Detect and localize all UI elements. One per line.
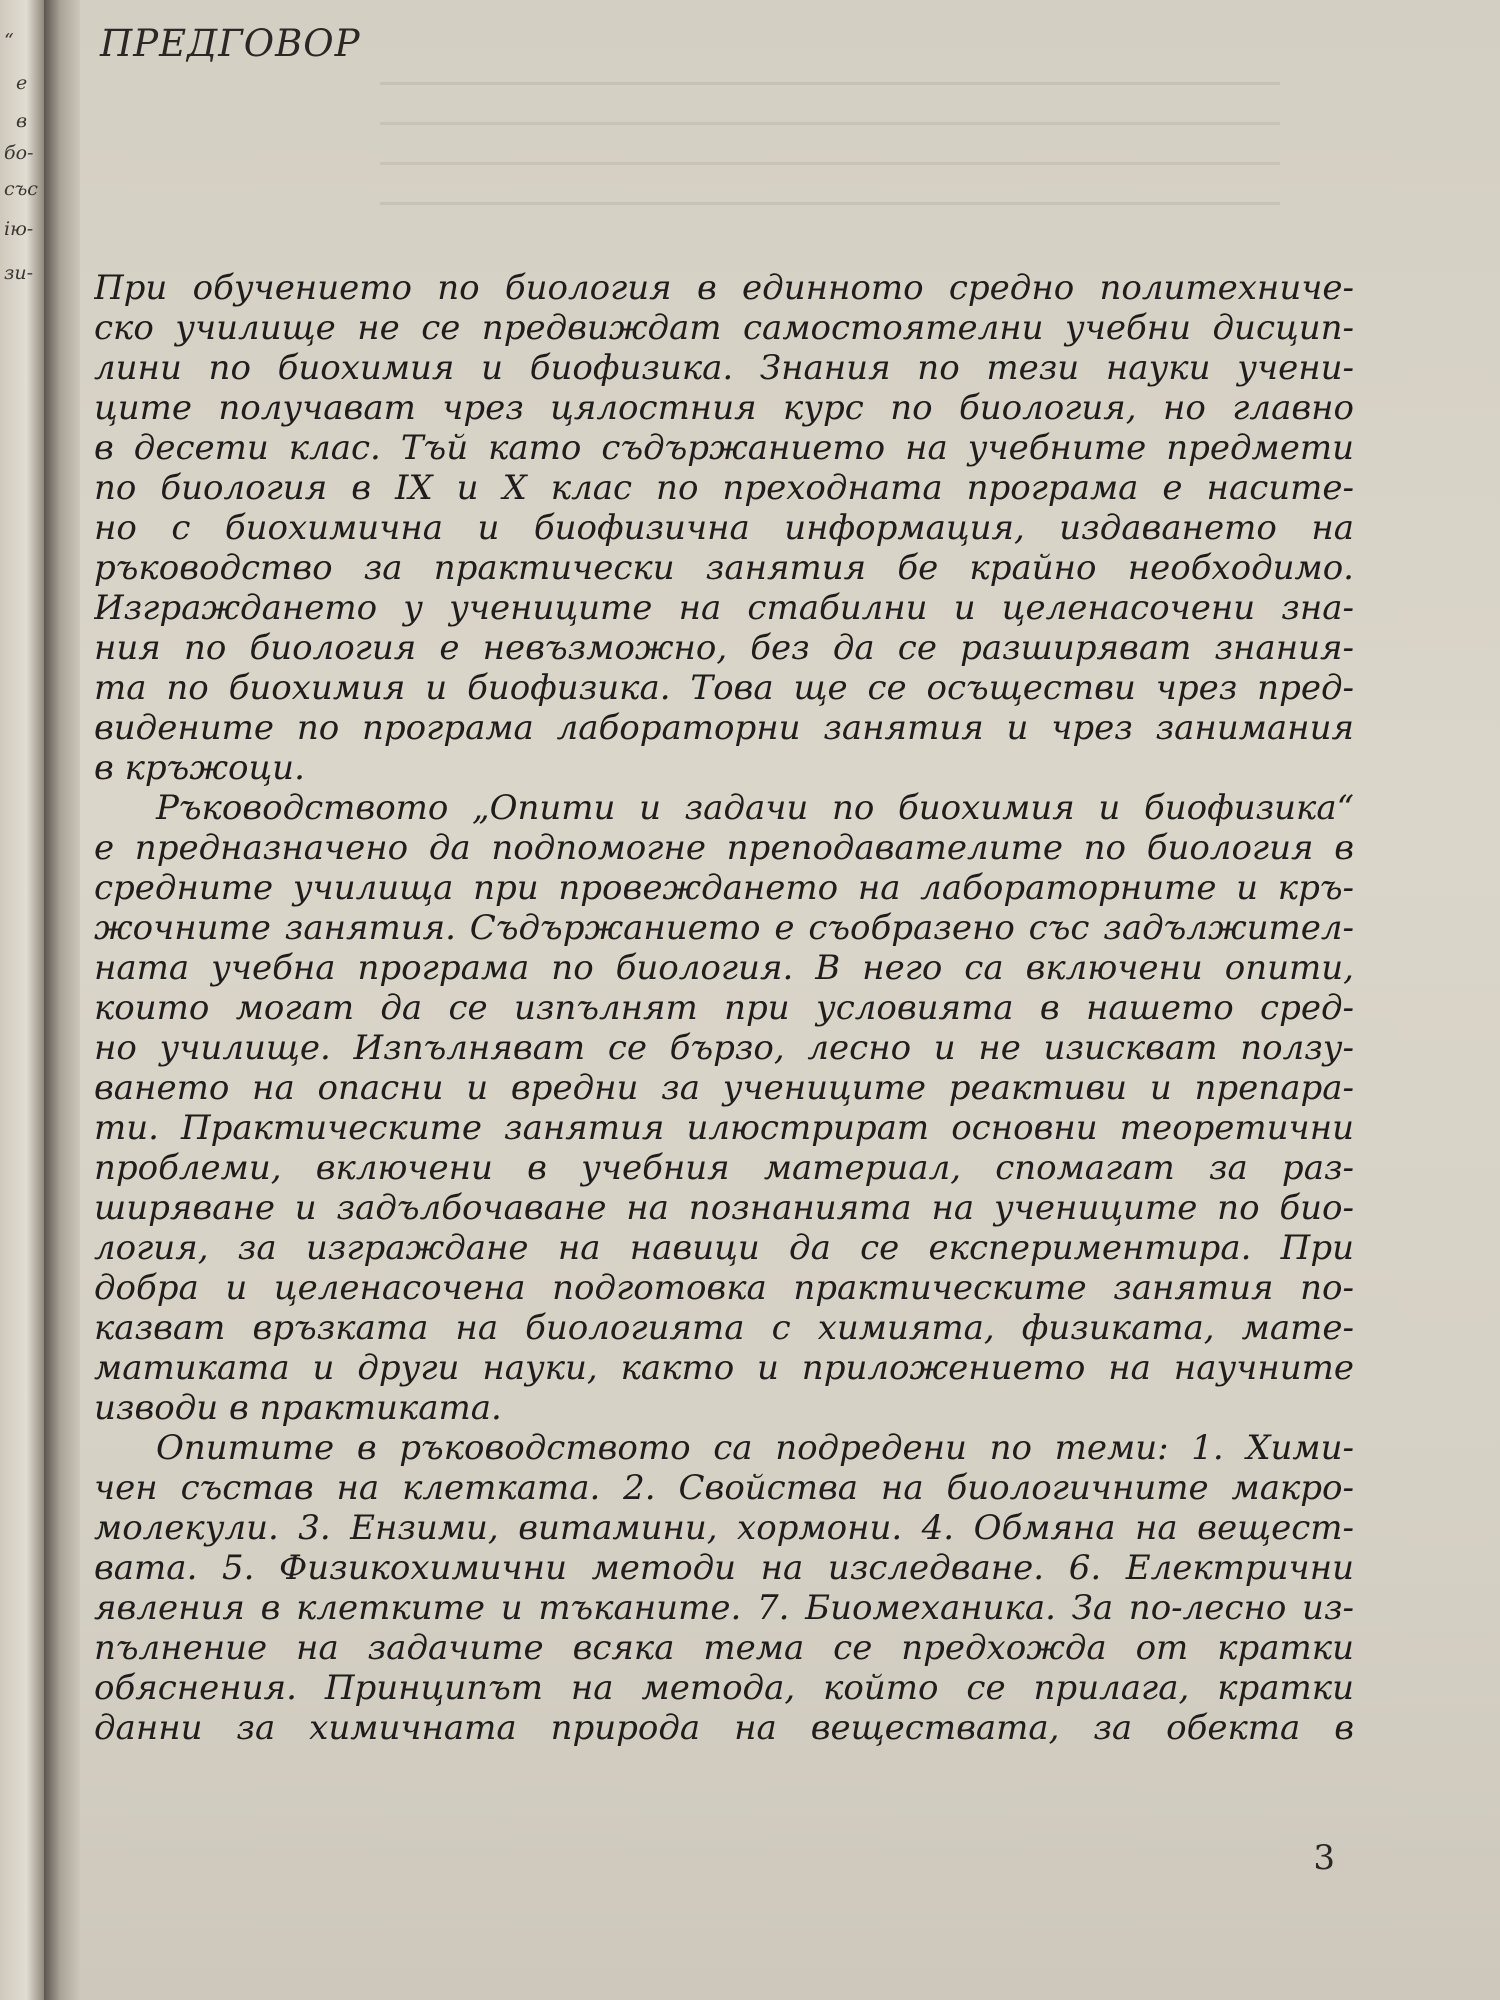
text-line: данни за химичната природа на веществата, за обекта в [94, 1708, 1354, 1748]
text-line: ско училище не се предвиждат самостоятелни учебни дисцип- [94, 308, 1354, 348]
preface-body [94, 268, 1354, 1748]
text-line: но с биохимична и биофизична информация, издаването на [94, 508, 1354, 548]
text-line: лини по биохимия и биофизика. Знания по тези науки учени- [94, 348, 1354, 388]
text-line: проблеми, включени в учебния материал, спомагат за раз- [94, 1148, 1354, 1188]
text-line: Ръководството „Опити и задачи по биохимия и биофизика“ [156, 788, 1354, 828]
text-line: които могат да се изпълнят при условията в нашето сред- [94, 988, 1354, 1028]
text-line: е предназначено да подпомогне преподавателите по биология в [94, 828, 1354, 868]
text-line: пълнение на задачите всяка тема се предхожда от кратки [94, 1628, 1354, 1668]
bleed-through-text [380, 60, 1280, 230]
text-line: жочните занятия. Съдържанието е съобразено със задължител- [94, 908, 1354, 948]
text-line: Изграждането у учениците на стабилни и целенасочени зна- [94, 588, 1354, 628]
text-line: в десети клас. Тъй като съдържанието на учебните предмети [94, 428, 1354, 468]
text-line: изводи в практиката. [94, 1388, 502, 1428]
adjacent-page-fragment: е [16, 72, 28, 94]
text-line: При обучението по биология в единното средно политехниче- [94, 268, 1354, 308]
adjacent-page-fragment: “ [4, 30, 14, 52]
text-line: вата. 5. Физикохимични методи на изследване. 6. Електрични [94, 1548, 1354, 1588]
adjacent-page-fragment: със [4, 178, 38, 200]
text-line: та по биохимия и биофизика. Това ще се осъществи чрез пред- [94, 668, 1354, 708]
text-line: но училище. Изпълняват се бързо, лесно и не изискват ползу- [94, 1028, 1354, 1068]
text-line: ците получават чрез цялостния курс по биология, но главно [94, 388, 1354, 428]
text-line: Опитите в ръководството са подредени по теми: 1. Хими- [156, 1428, 1354, 1468]
text-line: в кръжоци. [94, 748, 305, 788]
text-line: ръководство за практически занятия бе крайно необходимо. [94, 548, 1354, 588]
text-line: молекули. 3. Ензими, витамини, хормони. 4. Обмяна на вещест- [94, 1508, 1354, 1548]
book-page [80, 0, 1500, 2000]
adjacent-page-fragment: бо- [4, 142, 34, 164]
text-line: явления в клетките и тъканите. 7. Биомеханика. За по-лесно из- [94, 1588, 1354, 1628]
adjacent-page-fragment: зи- [4, 262, 34, 284]
text-line: обяснения. Принципът на метода, който се прилага, кратки [94, 1668, 1354, 1708]
text-line: матиката и други науки, както и приложението на научните [94, 1348, 1354, 1388]
text-line: ния по биология е невъзможно, без да се разширяват знания- [94, 628, 1354, 668]
text-line: средните училища при провеждането на лабораторните и кръ- [94, 868, 1354, 908]
adjacent-page-fragment: ію- [4, 218, 34, 240]
page-number: 3 [1313, 1838, 1335, 1878]
adjacent-page-fragment: в [16, 110, 28, 132]
text-line: чен състав на клетката. 2. Свойства на биологичните макро- [94, 1468, 1354, 1508]
text-line: ната учебна програма по биология. В него са включени опити, [94, 948, 1354, 988]
page-heading: ПРЕДГОВОР [100, 22, 361, 65]
text-line: казват връзката на биологията с химията, физиката, мате- [94, 1308, 1354, 1348]
text-line: видените по програма лабораторни занятия и чрез занимания [94, 708, 1354, 748]
text-line: ширяване и задълбочаване на познанията на учениците по био- [94, 1188, 1354, 1228]
text-line: ти. Практическите занятия илюстрират основни теоретични [94, 1108, 1354, 1148]
book-gutter [44, 0, 80, 2000]
adjacent-page-edge [0, 0, 44, 2000]
text-line: по биология в IX и X клас по преходната програма е насите- [94, 468, 1354, 508]
text-line: добра и целенасочена подготовка практическите занятия по- [94, 1268, 1354, 1308]
text-line: логия, за изграждане на навици да се експериментира. При [94, 1228, 1354, 1268]
text-line: ването на опасни и вредни за учениците реактиви и препара- [94, 1068, 1354, 1108]
